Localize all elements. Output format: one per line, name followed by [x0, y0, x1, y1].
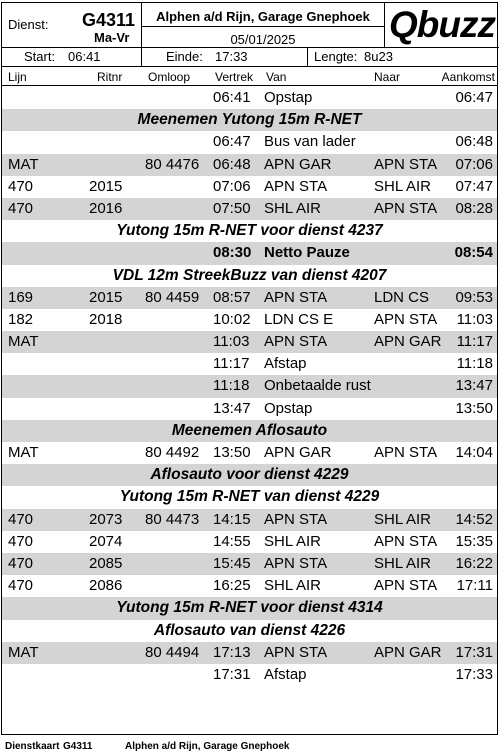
footer-label: Dienstkaart: [5, 741, 60, 752]
cell-van: SHL AIR: [264, 577, 321, 595]
footer-code: G4311: [63, 741, 93, 752]
cell-vertrek: 13:47: [213, 399, 251, 417]
cell-naar: SHL AIR: [374, 177, 431, 195]
cell-van: APN STA: [264, 288, 328, 306]
cell-aankomst: 09:53: [455, 288, 493, 306]
cell-ritnr: 2073: [89, 510, 123, 528]
cell-naar: SHL AIR: [374, 510, 431, 528]
cell-aankomst: 17:33: [455, 665, 493, 683]
cell-van: LDN CS E: [264, 310, 334, 328]
trip-table: [2, 87, 497, 686]
cell-ritnr: 2015: [89, 288, 123, 306]
cell-vertrek: 17:13: [213, 643, 251, 661]
cell-lijn: MAT: [8, 155, 39, 173]
service-date: 05/01/2025: [230, 32, 296, 47]
cell-ritnr: 2085: [89, 554, 123, 572]
cell-naar: LDN CS: [374, 288, 430, 306]
cell-vertrek: 07:06: [213, 177, 251, 195]
cell-aankomst: 16:22: [455, 554, 493, 572]
col-omloop: Omloop: [148, 70, 191, 84]
cell-ritnr: 2086: [89, 577, 123, 595]
cell-vertrek: 06:47: [213, 133, 251, 151]
col-aankomst: Aankomst: [441, 70, 495, 84]
cell-aankomst: 06:48: [455, 133, 493, 151]
cell-ritnr: 2018: [89, 310, 123, 328]
cell-lijn: MAT: [8, 643, 39, 661]
table-row: [2, 309, 497, 331]
cell-van: Opstap: [264, 399, 313, 417]
table-row: [2, 242, 497, 264]
table-row: [2, 353, 497, 375]
cell-vertrek: 08:30: [213, 244, 252, 262]
cell-vertrek: 16:25: [213, 577, 251, 595]
cell-van: APN GAR: [264, 155, 332, 173]
dienst-days: Ma-Vr: [94, 30, 130, 45]
section-header: Aflosauto van dienst 4226: [153, 621, 346, 639]
cell-lijn: MAT: [8, 444, 39, 461]
cell-vertrek: 06:48: [213, 155, 251, 173]
garage-name: Alphen a/d Rijn, Garage Gnephoek: [156, 9, 370, 24]
table-row: [2, 575, 497, 597]
table-row: [2, 442, 497, 464]
table-row: [2, 131, 497, 153]
table-row: [2, 287, 497, 309]
cell-omloop: 80 4459: [145, 288, 200, 306]
cell-lijn: 470: [8, 577, 34, 595]
cell-omloop: 80 4473: [145, 510, 200, 528]
cell-vertrek: 13:50: [213, 444, 251, 461]
cell-naar: APN GAR: [374, 333, 442, 351]
cell-vertrek: 06:41: [213, 89, 251, 106]
table-row: [2, 642, 497, 664]
einde-time: 17:33: [215, 49, 248, 64]
cell-van: APN STA: [264, 510, 328, 528]
cell-lijn: 470: [8, 177, 34, 195]
table-row: [2, 531, 497, 553]
col-van: Van: [266, 70, 287, 84]
cell-naar: APN STA: [374, 577, 438, 595]
table-row: [2, 198, 497, 220]
section-header: VDL 12m StreekBuzz van dienst 4207: [112, 266, 387, 284]
section-header: Aflosauto voor dienst 4229: [2, 464, 497, 486]
cell-naar: APN STA: [374, 155, 438, 173]
cell-aankomst: 11:17: [456, 333, 493, 351]
table-row: [2, 509, 497, 531]
header: [2, 3, 497, 84]
cell-aankomst: 14:52: [455, 510, 493, 528]
cell-lijn: 470: [8, 532, 34, 550]
cell-lijn: 182: [8, 310, 34, 328]
section-header: Yutong 15m R-NET voor dienst 4314: [2, 597, 497, 619]
cell-naar: SHL AIR: [374, 554, 431, 572]
divider: [142, 26, 384, 27]
cell-ritnr: 2074: [89, 532, 123, 550]
cell-vertrek: 07:50: [213, 199, 251, 217]
dienst-code: G4311: [82, 10, 136, 30]
cell-vertrek: 11:17: [213, 355, 250, 373]
cell-aankomst: 14:04: [455, 444, 493, 461]
section-header: Yutong 15m R-NET van dienst 4229: [119, 488, 380, 506]
lengte-value: 8u23: [364, 49, 393, 64]
cell-van: Afstap: [264, 665, 307, 683]
cell-vertrek: 14:55: [213, 532, 251, 550]
cell-vertrek: 10:02: [213, 310, 251, 328]
cell-vertrek: 17:31: [213, 665, 251, 683]
einde-cell: [142, 48, 308, 66]
cell-van: APN STA: [264, 643, 328, 661]
footer-garage: Alphen a/d Rijn, Garage Gnephoek: [125, 741, 290, 752]
cell-naar: APN STA: [374, 532, 438, 550]
cell-van: Afstap: [264, 355, 307, 373]
cell-van: APN STA: [264, 333, 328, 351]
lengte-label: Lengte:: [314, 49, 358, 64]
cell-aankomst: 17:31: [455, 643, 493, 661]
cell-ritnr: 2015: [89, 177, 123, 195]
cell-van: APN STA: [264, 554, 328, 572]
section-header: Yutong 15m R-NET voor dienst 4237: [116, 222, 383, 240]
col-vertrek: Vertrek: [215, 70, 254, 84]
cell-vertrek: 14:15: [213, 510, 251, 528]
cell-lijn: MAT: [8, 333, 39, 351]
cell-naar: APN STA: [374, 310, 438, 328]
cell-aankomst: 15:35: [455, 532, 493, 550]
column-headers: [2, 68, 497, 86]
einde-label: Einde:: [166, 49, 203, 64]
cell-vertrek: 11:18: [213, 377, 250, 395]
dienst-box: [2, 3, 142, 48]
cell-aankomst: 08:28: [455, 199, 493, 217]
table-row: [2, 87, 497, 109]
cell-naar: APN STA: [374, 444, 438, 461]
table-row: [2, 398, 497, 420]
table-row: [2, 664, 497, 686]
section-header: Meenemen Yutong 15m R-NET: [2, 109, 497, 131]
cell-lijn: 169: [8, 288, 34, 306]
cell-aankomst: 13:47: [455, 377, 493, 395]
col-lijn: Lijn: [8, 70, 27, 84]
cell-naar: APN GAR: [374, 643, 442, 661]
cell-omloop: 80 4492: [145, 444, 200, 461]
qbuzz-logo: Qbuzz: [389, 4, 495, 45]
cell-aankomst: 11:03: [456, 310, 493, 328]
col-naar: Naar: [374, 70, 401, 84]
cell-aankomst: 13:50: [455, 399, 493, 417]
section-header: Meenemen Aflosauto: [2, 420, 497, 442]
cell-vertrek: 11:03: [213, 333, 250, 351]
table-row: [2, 331, 497, 353]
times-row: [2, 48, 497, 67]
cell-aankomst: 06:47: [455, 89, 493, 106]
start-cell: [2, 48, 142, 66]
col-ritnr: Ritnr: [97, 70, 123, 84]
cell-aankomst: 08:54: [454, 244, 493, 262]
cell-van: Bus van lader: [264, 133, 356, 151]
cell-van: SHL AIR: [264, 199, 321, 217]
cell-van: APN GAR: [264, 444, 332, 461]
cell-van: Netto Pauze: [264, 244, 350, 262]
table-row: [2, 375, 497, 397]
cell-van: Onbetaalde rust: [264, 377, 371, 395]
cell-omloop: 80 4476: [145, 155, 200, 173]
cell-ritnr: 2016: [89, 199, 123, 217]
cell-aankomst: 17:11: [456, 577, 493, 595]
start-label: Start:: [24, 49, 56, 64]
lengte-cell: [308, 48, 499, 66]
cell-van: APN STA: [264, 177, 328, 195]
cell-lijn: 470: [8, 199, 34, 217]
start-time: 06:41: [68, 49, 101, 64]
cell-lijn: 470: [8, 554, 34, 572]
cell-aankomst: 07:06: [455, 155, 493, 173]
cell-aankomst: 07:47: [455, 177, 493, 195]
table-row: [2, 176, 497, 198]
table-row: [2, 154, 497, 176]
cell-vertrek: 15:45: [213, 554, 251, 572]
cell-naar: APN STA: [374, 199, 438, 217]
cell-omloop: 80 4494: [145, 643, 200, 661]
dienst-label: Dienst:: [8, 17, 49, 32]
logo-box: [385, 3, 499, 48]
cell-aankomst: 11:18: [456, 355, 493, 373]
cell-lijn: 470: [8, 510, 34, 528]
duty-card: [1, 2, 498, 735]
cell-vertrek: 08:57: [213, 288, 251, 306]
cell-van: Opstap: [264, 89, 313, 106]
cell-van: SHL AIR: [264, 532, 321, 550]
table-row: [2, 553, 497, 575]
garage-box: [142, 3, 385, 48]
